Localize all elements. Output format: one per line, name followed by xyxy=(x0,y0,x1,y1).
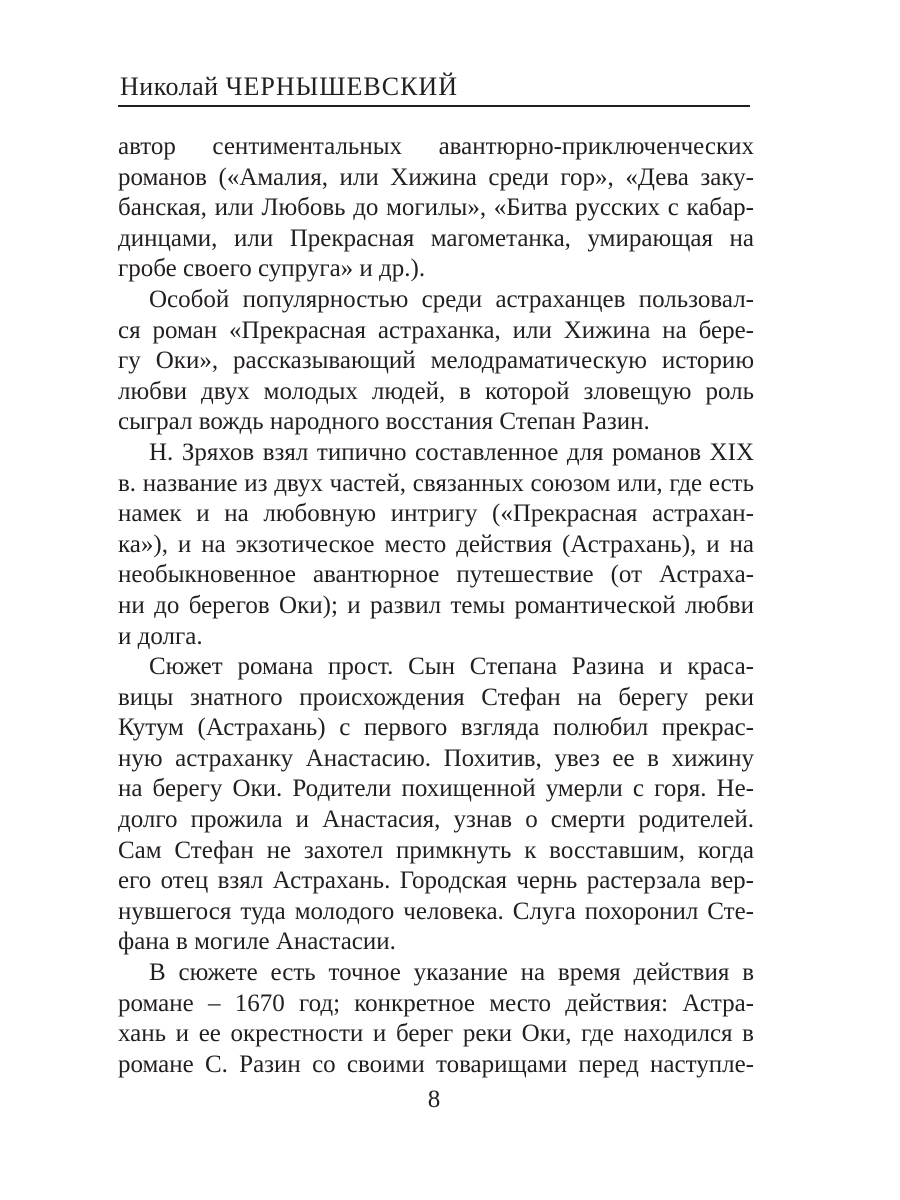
text-line: романов («Амалия, или Хижина среди гор», «Дева заку- xyxy=(118,163,754,191)
text-line: банская, или Любовь до могилы», «Битва русских с кабар- xyxy=(118,194,754,222)
text-line: ка»), и на экзотическое место действия (Астрахань), и на xyxy=(118,530,754,558)
text-line: В сюжете есть точное указание на время действия в xyxy=(149,959,754,987)
text-line: романе С. Разин со своими товарищами перед наступле- xyxy=(118,1050,754,1078)
text-line: вицы знатного происхождения Стефан на берегу реки xyxy=(118,683,754,711)
text-line: Н. Зряхов взял типично составленное для романов XIX xyxy=(149,438,754,466)
text-line: ся роман «Прекрасная астраханка, или Хижина на бере- xyxy=(118,316,754,344)
text-line: сыграл вождь народного восстания Степан Разин. xyxy=(118,408,650,436)
text-line: необыкновенное авантюрное путешествие (от Астраха- xyxy=(118,561,754,589)
text-line: гу Оки», рассказывающий мелодраматическую историю xyxy=(118,347,754,375)
running-head-author-first: Николай xyxy=(120,72,219,101)
running-head xyxy=(120,72,458,102)
text-line: динцами, или Прекрасная магометанка, умирающая на xyxy=(118,224,754,252)
text-line: долго прожила и Анастасия, узнав о смерти родителей. xyxy=(118,806,754,834)
text-line: его отец взял Астрахань. Городская чернь растерзала вер- xyxy=(118,867,754,895)
text-line: на берегу Оки. Родители похищенной умерли с горя. Не- xyxy=(118,775,754,803)
text-line: любви двух молодых людей, в которой зловещую роль xyxy=(118,377,754,405)
running-head-author-last: ЧЕРНЫШЕВСКИЙ xyxy=(225,72,458,101)
text-line: автор сентиментальных авантюрно-приключенческих xyxy=(118,133,754,160)
text-line: романе – 1670 год; конкретное место действия: Астра- xyxy=(118,989,754,1017)
text-line: Кутум (Астрахань) с первого взгляда полюбил прекрас- xyxy=(118,714,754,742)
text-line: Сюжет романа прост. Сын Степана Разина и краса- xyxy=(149,653,754,681)
text-line: Сам Стефан не захотел примкнуть к восставшим, когда xyxy=(118,836,754,864)
header-rule xyxy=(118,105,750,107)
text-line: в. название из двух частей, связанных союзом или, где есть xyxy=(118,469,754,497)
text-line: ни до берегов Оки); и развил темы романтической любви xyxy=(118,591,754,619)
text-line: и долга. xyxy=(118,622,203,650)
text-line: Особой популярностью среди астраханцев пользовал- xyxy=(149,285,754,313)
text-line: хань и ее окрестности и берег реки Оки, где находился в xyxy=(118,1020,754,1048)
text-line: намек и на любовную интригу («Прекрасная астрахан- xyxy=(118,500,754,528)
page-number: 8 xyxy=(427,1086,441,1113)
text-line: ную астраханку Анастасию. Похитив, увез ее в хижину xyxy=(118,744,754,772)
text-line: нувшегося туда молодого человека. Слуга похоронил Сте- xyxy=(118,897,754,925)
text-line: гробе своего супруга» и др.). xyxy=(118,255,426,283)
text-line: фана в могиле Анастасии. xyxy=(118,928,396,956)
body-text xyxy=(118,132,754,1080)
